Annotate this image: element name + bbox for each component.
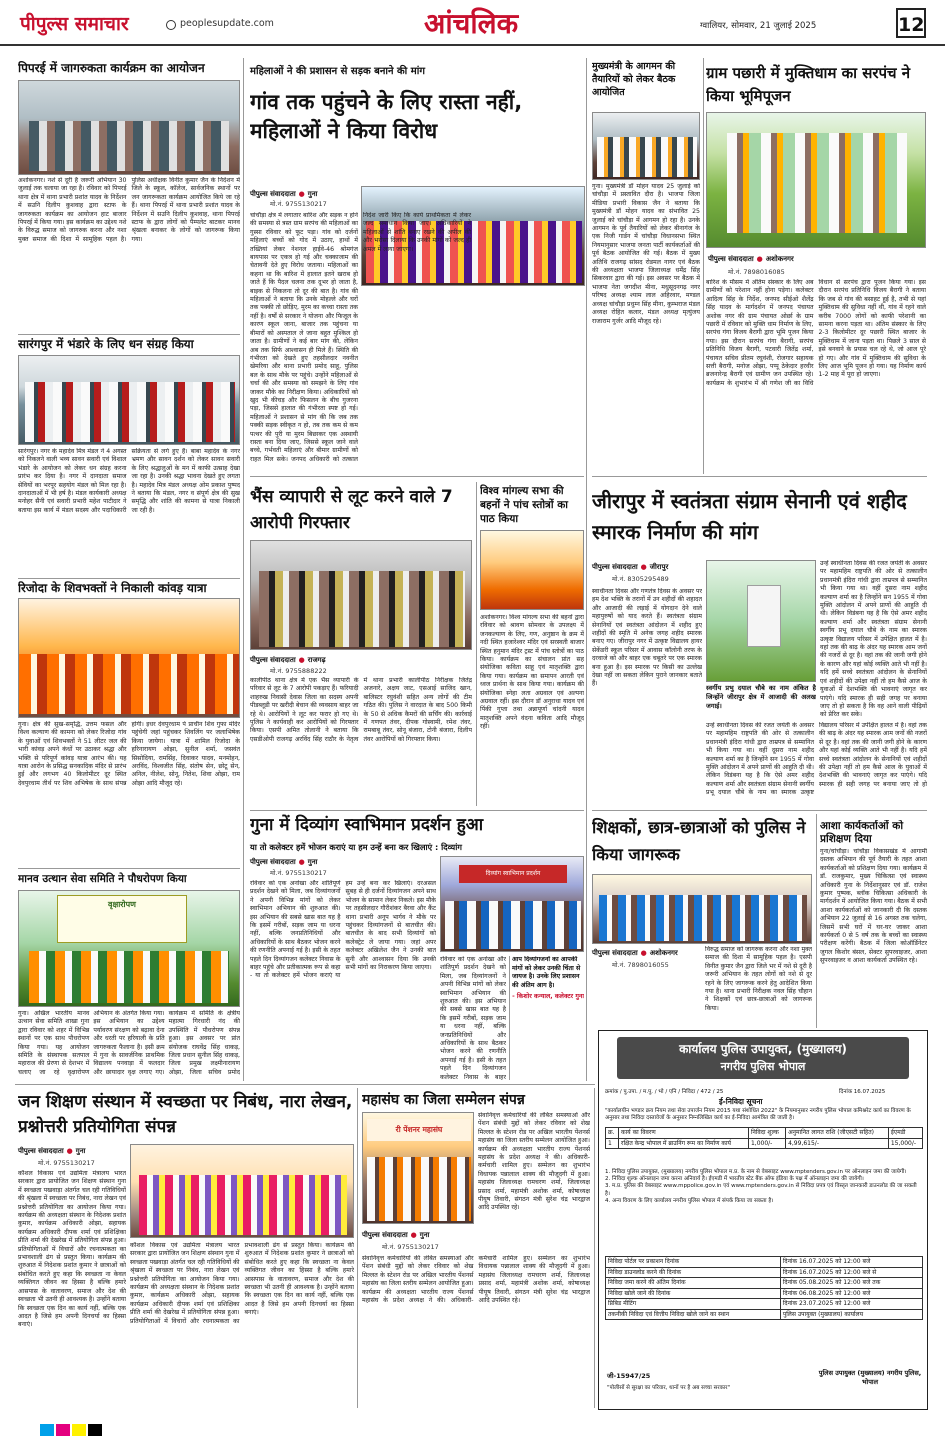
byline [592,946,678,960]
location-icon: ● [640,949,647,957]
note-item: 1. निविदा पुलिस उपायुक्त, (मुख्यालय) नगरीय पुलिस भोपाल म.प्र. के नाम से वेबसाइट www.mptenders.gov.in पर ऑनलाइन जमा की जायेगी। [605,1169,907,1175]
photo-bhoomi-pujan [706,112,926,248]
photo-kanwar-yatra [18,598,240,718]
mobile-number: मो.नं. 7898016055 [612,961,669,969]
ad-schedule [605,1256,923,1320]
table-header: कार्य का विवरण [619,1128,749,1139]
ad-date: दिनांक 16.07.2025 [839,1089,886,1095]
ad-intro: "कार्यालयीन भण्डार क्रय नियम तथा सेवा उपार्जन नियम 2015 यथा संशोधित 2022" के नियमानुसार नगरीय पुलिस भोपाल कमिश्नरेट कार्य का विवरण के अनुसार तथा निविदा दस्तावेजों के अनुसार निम्नलिखित कार्य का ई-निविदा आमंत्रित की जाती है। [605,1108,911,1121]
schedule-value: दिनांक 23.07.2025 को 12:00 बजे [780,1299,922,1310]
story-rule [250,476,584,477]
ad-office-sub: नगरीय पुलिस भोपाल [720,1060,806,1073]
dateline-place: गुना [419,1230,430,1239]
article-body-continued: उन्हें स्वाधीनता दिवस की रजत जयंती के अवसर पर महामहिम राष्ट्रपति की ओर से तत्कालीन प्रधानमंत्री इंदिरा गांधी द्वारा ताम्रपत्र से सम्मानित भी किया गया था। वहीं दूसरा नाम शहीद कल्याण शर्मा का है जिन्होंने सन 1955 में गोवा मुक्ति आंदोलन में अपने प्राणों की आहुति दी थी। लेकिन विडंबना यह है कि ऐसे अमर शहीद कल्याण शर्मा और स्वतंत्रता संग्राम सेनानी स्वर्गीय प्रभू दयाल चौबे के नाम का स्मारक उत्कृष्ट विद्यालय परिसर में उपेक्षित हालत में है। वहां तक की बाढ़ के अंदर यह स्मारक आम जनों की नजरों से दूर है। वहां तक की जानी जगी होने के कारण और यहां कोई व्यक्ति आते भी नहीं है। यदि हमें सच्चे स्वतंत्रता आंदोलन के सेनानियों एवं शहीदों की उपेक्षा नहीं तो हम कैसे आज के युवाओं में देशभक्ति की भावनाएं जागृत कर पाएंगे। यदि स्मारक ही सही जगह पर बनाया जाए तो हो सकता है कि वह आने वाली पीढ़ियों को प्रेरित कर सके। [820,560,927,719]
ad-header [617,1037,909,1079]
article-body: विरुद्ध समाज को जागरुक करना और नशा मुक्त समाज की दिशा में सामूहिक पहल है। एसपी विनीत कुमार जैन द्वारा जिले भर में नशे से दूरी है जरूरी अभियान के तहत लोगों को नशे से दूर रहने के लिए जागरूक करने हेतु आदेशित किया गया है। थाना प्रभारी निरीक्षक नवल सिंह चौहान ने शिक्षकों एवं छात्र-छात्राओं को जागरूक किया। [705,946,812,1012]
photo-caption: स्वर्गीय प्रभु दयाल चौबे का नाम अंकित है जिन्होंने जीरापुर क्षेत्र में आजादी की अलख जगाई। [706,684,816,710]
photo-stotra-recitation [480,530,584,610]
article-body: सारंगपुर। नगर के महादेव मित्र मंडल ने 4 अगस्त को निकलने वाली भव्य सावन सवारी एवं विशाल भंडारे के आयोजन को लेकर धन संग्रह करना प्रारंभ कर दिया है। नगर में दानदाता समाज सेवियों का भरपूर सहयोग मंडल को मिल रहा है। दानदाताओं में भी हर्ष है। मंडल कार्यकारी अध्यक्ष मनोहर सैनी एवं सवारी प्रभारी महेश पाटीदार ने बताया इस कार्य में मंडल सदस्य और पदाधिकारी सक्रियता से लगे हुए हैं। बाबा महादेव के नगर भ्रमण और सावन दर्शन को लेकर सावन सवारी के लिए श्रद्धालुओं के मन में काफी उत्साह देखा जा रहा है। उनकी श्रद्धा भावना देखते हुए लगता है। महादेव मित्र मंडल अध्यक्ष ओम प्रकाश पुष्पद ने बताया कि मंडल, नगर व संपूर्ण क्षेत्र की सुख समृद्धि और शांति की कामना से यात्रा निकाली जा रही है। [18,448,240,514]
ad-office: कार्यालय पुलिस उपायुक्त, (मुख्यालय) [679,1042,847,1056]
ad-notes [605,1169,923,1205]
article-body: रविवार को एक अनोखा और शांतिपूर्ण प्रदर्शन देखने को मिला, जब दिव्यांगजनों ने अपनी विभिन्न मांगों को लेकर स्वाभिमान अभियान की शुरुआत की। इस अभियान की सबसे खास बात यह है कि इसमें गरीबों, सड़क जाम या धरना नहीं, बल्कि जनप्रतिनिधियों और अधिकारियों के साथ बैठकर भोजन करने की रणनीति अपनाई गई है। इसी के तहत पहले दिन दिव्यांगजन कलेक्टर निवास के बाहर पहुंचे और प्रतीकात्मक रूप से कहा - या तो कलेक्टर हमें भोजन कराएं या हम उन्हें बना कर खिलाएं। दरअसल सुबह से ही दर्जनों दिव्यांगजन अपने साथ भोजन के सामान लेकर निकले। इस मौके पर तहसीलदार गौरीशंकर बैरवा और कैंट थाना प्रभारी अनूप भार्गव ने मौके पर पहुंचकर दिव्यांगजनों से बातचीत की। बातचीत के बाद सभी दिव्यांगों को कलेक्ट्रेट ले जाया गया। जहां अपर कलेक्टर अखिलेश जैन ने उनकी बात सुनी और आश्वासन दिया कि उनकी सभी मांगों का निराकरण किया जाएगा। [250,880,436,980]
reporter: पीपुल्स संवाददाता [362,1230,408,1239]
row-rule [15,1084,595,1085]
dateline-place: जीरापुर [649,562,669,571]
quote-attribution: - किशोर कन्याल, कलेक्टर गुना [512,993,584,1000]
headline: शिक्षकों, छात्र-छात्राओं को पुलिस ने किया जागरूक [592,818,806,864]
photo-tree-plantation [18,890,240,1007]
dateline-place: गुना [307,189,318,198]
plantation-banner [57,895,187,943]
note-item: 2. निविदा शुल्क ऑनलाइन जमा करना अनिवार्य है। ईएमडी में भारतीय स्टेट बैंक ऑफ इंडिया के पक्ष में ऑनलाइन जमा की जायेगी। [605,1176,864,1183]
conference-banner [367,1119,471,1141]
schedule-label: तकनीकी निविदा एवं वित्तीय निविदा खोले जाने का स्थान [606,1309,781,1320]
headline: मानव उत्थान सेवा समिति ने पौधरोपण किया [18,873,187,885]
article-body: उन्हें स्वाधीनता दिवस की रजत जयंती के अवसर पर महामहिम राष्ट्रपति की ओर से तत्कालीन प्रधानमंत्री इंदिरा गांधी द्वारा ताम्रपत्र से सम्मानित भी किया गया था। वहीं दूसरा नाम शहीद कल्याण शर्मा का है जिन्होंने सन 1955 में गोवा मुक्ति आंदोलन में अपने प्राणों की आहुति दी थी। लेकिन विडंबना यह है कि ऐसे अमर शहीद कल्याण शर्मा और स्वतंत्रता संग्राम सेनानी स्वर्गीय प्रभू दयाल चौबे के नाम का स्मारक उत्कृष्ट विद्यालय परिसर में उपेक्षित हालत में है। वहां तक की बाढ़ के अंदर यह स्मारक आम जनों की नजरों से दूर है। वहां तक की जानी जगी होने के कारण और यहां कोई व्यक्ति आते भी नहीं है। यदि हमें सच्चे स्वतंत्रता आंदोलन के सेनानियों एवं शहीदों की उपेक्षा नहीं तो हम कैसे आज के युवाओं में देशभक्ति की भावनाएं जागृत कर पाएंगे। यदि स्मारक ही सही जगह पर बनाया जाए तो हो [706,722,927,797]
article-body-continued: रविवार को एक अनोखा और शांतिपूर्ण प्रदर्शन देखने को मिला, जब दिव्यांगजनों ने अपनी विभिन्न मांगों को लेकर स्वाभिमान अभियान की शुरुआत की। इस अभियान की सबसे खास बात यह है कि इसमें गरीबों, सड़क जाम या धरना नहीं, बल्कि जनप्रतिनिधियों और अधिकारियों के साथ बैठकर भोजन करने की रणनीति अपनाई गई है। इसी के तहत पहले दिन दिव्यांगजन कलेक्टर निवास के बाहर [440,956,506,1080]
table-header: क्र. [606,1128,619,1139]
article-body-continued: कौशल विकास एवं उद्यमिता मंत्रालय भारत सरकार द्वारा प्रायोजित जन शिक्षण संस्थान गुना में स्वच्छता पखवाड़ा अंतर्गत चल रही गतिविधियों की श्रृंखला में स्वच्छता पर निबंध, नारा लेखन एवं प्रश्नोत्तरी प्रतियोगिता का आयोजन किया गया। कार्यक्रम की अध्यक्षता संस्थान के निदेशक प्रशांत कुमार, कार्यक्रम अधिकारी ओझा, सहायक कार्यक्रम अधिकारी दीपक शर्मा एवं प्रशिक्षिका प्रीति शर्मा की देखरेख में प्रतियोगिता संपन्न हुआ। प्रतियोगिताओं में विचारों और रचनात्मकता का प्रभावशाली ढंग से प्रस्तुत किया। कार्यक्रम की शुरुआत में निदेशक प्रशांत कुमार ने छात्राओं को संबोधित करते हुए कहा कि स्वच्छता ना केवल व्यक्तिगत जीवन का हिस्सा है बल्कि हमारे आसपास के वातावरण, समाज और देश की स्वच्छता भी उतनी ही आवश्यक है। उन्होंने बताया कि स्वच्छता एक दिन का कार्य नहीं, बल्कि एक आदत है जिसे हम अपनी दिनचर्या का हिस्सा बनाएं। [130,1242,354,1325]
kicker: या तो कलेक्टर हमें भोजन कराएं या हम उन्हें बना कर खिलाएं : दिव्यांग [250,842,462,852]
byline [592,560,668,574]
headline: विश्व मांगल्य सभा की बहनों ने पांच स्तोत्रों का पाठ किया [480,485,569,525]
table-cell: 1 [606,1138,619,1149]
section-title: आंचलिक [424,7,519,40]
dateline-place: गुना [75,1146,86,1155]
schedule-label: निविदा पोर्टल पर प्रकाशन दिनांक [606,1257,781,1268]
tender-advertisement [598,1030,928,1410]
headline: रिजोदा के शिवभक्तों ने निकाली कांवड़ यात्रा [18,581,207,595]
column-rule [509,956,510,1080]
reporter: पीपुल्स संवाददाता [592,562,638,571]
article-body: कौशल विकास एवं उद्यमिता मंत्रालय भारत सरकार द्वारा प्रायोजित जन शिक्षण संस्थान गुना में स्वच्छता पखवाड़ा अंतर्गत चल रही गतिविधियों की श्रृंखला में स्वच्छता पर निबंध, नारा लेखन एवं प्रश्नोत्तरी प्रतियोगिता का आयोजन किया गया। कार्यक्रम की अध्यक्षता संस्थान के निदेशक प्रशांत कुमार, कार्यक्रम अधिकारी ओझा, सहायक कार्यक्रम अधिकारी दीपक शर्मा एवं प्रशिक्षिका प्रीति शर्मा की देखरेख में प्रतियोगिता संपन्न हुआ। प्रतियोगिताओं में विचारों और रचनात्मकता का प्रभावशाली ढंग से प्रस्तुत किया। कार्यक्रम की शुरुआत में निदेशक प्रशांत कुमार ने छात्राओं को संबोधित करते हुए कहा कि स्वच्छता ना केवल व्यक्तिगत जीवन का हिस्सा है बल्कि हमारे आसपास के वातावरण, समाज और देश की स्वच्छता भी उतनी ही आवश्यक है। उन्होंने बताया कि स्वच्छता एक दिन का कार्य नहीं, बल्कि एक आदत है जिसे हम अपनी दिनचर्या का हिस्सा बनाएं। [18,1170,126,1329]
banner-text: वृक्षारोपण [108,900,136,909]
dateline: ग्वालियर, सोमवार, 21 जुलाई 2025 [700,21,817,31]
location-icon: ● [66,1147,73,1155]
column-rule [816,814,817,1028]
brand-logo: पीपुल्स समाचार [20,13,129,35]
headline: गुना में दिव्यांग स्वाभिमान प्रदर्शन हुआ [250,815,484,835]
article-body: बारिश के मौसम में अंतिम संस्कार के लिए अब ग्रामीणों को परेशान नहीं होना पड़ेगा। कलेक्टर आदित्य सिंह के निर्देश, जनपद सीईओ शैलेंद्र सिंह यादव के मार्गदर्शन में जनपद पंचायत अशोक नगर की ग्राम पंचायत ओर्छा के ग्राम पछारी में रविवार को मुक्ति धाम निर्माण के लिए, सरपंच गंगा विजय बैरागी द्वारा भूमि पूजन किया गया। इस दौरान सरपंच गंगा बैरागी, सरपंच प्रतिनिधि विजय बैरागी, पटवारी जितेंद्र शर्मा, पंचायत सचिव प्रीतम रघुवंशी, रोजगार सहायक सत्ती बैरागी, मनोज ओझा, पप्पू ठेकेदार हरवीर ब्रजनारेन्द्र बैरागी एवं ग्रामीण जन उपस्थित रहे। कार्यक्रम के शुभारंभ में श्री गणेश जी का विधि विधान से सरपंच द्वारा पूजन किया गया। इस दौरान सरपंच प्रतिनिधि विजय बैरागी ने बताया कि जब से गांव की बसाहट हुई है, तभी से यहां मुक्तिधाम की सुविधा नहीं थी, गांव में रहने वाले करीब 7000 लोगों को काफी परेशानी का सामना करना पड़ता था। अंतिम संस्कार के लिए 2-3 किलोमीटर दूर पछारी स्थित बाजार के मुक्तिधाम में जाना पड़ता था। पिछले 3 साल से इसे बनवाने के प्रयास चल रहे थे, जो आज पूरे हो गए। और गांव में मुक्तिधाम की सुविधा के लिए आज भूमि पूजन हो गया। यह निर्माण कार्य 1-2 माह में पूरा हो जाएगा। [706,279,926,387]
article-body: चांचौड़ा क्षेत्र में लगातार बारिश और सड़क न होने की समस्या से त्रस्त ग्राम सरपंच की महिलाओं का गुस्सा रविवार को फूट पड़ा। गांव को दर्जनों महिलाएं बच्चों को गोद में उठाए, हाथों में तख्तियां लेकर नेशनल हाईवे-46 श्रोमगंज बायपास पर एकत्र हो गई और चक्काजाम की चेतावनी देते हुए विरोध जताया। महिलाओं का कहना था कि बारिश में हालात इतने खराब हो जाते हैं कि पैदल चलना तक दूभर हो जाता है, बाइक से निकलना तो दूर की बात है। गांव की महिलाओं ने बताया कि उनके मोहल्ले और घरों तक पक्की तो छोड़िए, मुरम का कच्चा रास्ता तक नहीं है। वर्षों से सरकार ने योजना और फिजूल के कारण स्कूल जाना, बाजार तक पहुंचना या बीमारों को अस्पताल ले जाना बहुत मुश्किल हो जाता है। ग्रामीणों ने कई बार मांग की, लेकिन अब तक सिर्फ आश्वासन ही मिले हैं। स्थिति की गंभीरता को देखते हुए तहसीलदार नवनीत खेमरिया और थाना प्रभारी प्रमोद साहू, पुलिस बल के साथ मौके पर पहुंचे। उन्होंने महिलाओं से चर्चा की और समस्या को समझने के लिए गांव जाकर मौके का निरीक्षण किया। अधिकारियों को खुद भी कीचड़ और फिसलन के बीच गुजरना पड़ा, जिससे हालात की गंभीरता स्पष्ट हो गई। महिलाओं ने प्रशासन से मांग की कि जब तक पक्की सड़क स्वीकृत न हो, तब तक कम से कम पत्थर की पुरी या मुरम बिछाकर एक अस्थायी रास्ता बना दिया जाए, जिससे स्कूल जाने वाले बच्चे, गर्भवती महिलाएं और बीमार ग्रामीणों को राहत मिल सके। जनपद अधिकारी को तत्काल निर्देश जारी किए कि कार्य प्राथमिकता में लेकर जल्द समाधान किया जाए। अधिकारियों ने महिलाओं से शांति बनाए रखने की अपील की और भरोसा दिलाया कि उनकी मांगों को जल्द ही अमल में लाया जाएगा। [250,212,471,463]
article-body: गुना/चांचौड़ा। चांचौड़ा विकासखंड में आगामी दस्तक अभियान की पूर्व तैयारी के तहत आशा कार्यकर्ताओं को प्रशिक्षण दिया गया। कार्यक्रम में डॉ. राजकुमार, मुख्य चिकित्सा एवं स्वास्थ्य अधिकारी गुना के निर्देशानुसार एवं डॉ. राजेश कुमार पुष्पक, ब्लॉक चिकित्सा अधिकारी के मार्गदर्शन में आयोजित किया गया। बैठक में सभी आशा कार्यकर्ताओं को जानकारी दी कि दस्तक अभियान 22 जुलाई से 16 अगस्त तक चलेगा, जिसमें सभी घरों में घर-घर जाकर आशा कार्यकर्ता 0 से 5 वर्ष तक के बच्चों का स्वास्थ्य परीक्षण करेंगी। बैठक में जिला कोऑर्डिनेटर जुगल किशोर बंसल, सेक्टर सुपरवाइजर, आशा सुपरवाइजर व आशा कार्यकर्ता उपस्थित रहे। [820,848,927,965]
mobile-number: मो.नं. 7898016085 [728,268,785,276]
print-color-bar [0,1424,945,1438]
site-url[interactable]: peoplesupdate.com [180,18,274,29]
photo-essay-competition [130,1144,354,1238]
note-item: 3. म.प्र. पुलिस की वेबसाइट www.mppolice.gov.in एवं www.mptenders.gov.in से निविदा प्रपत्र एवं विस्तृत जानकारी डाउनलोड की जा सकती है। [605,1183,917,1197]
article-body: गुना। मुख्यमंत्री डॉ मोहन यादव 25 जुलाई को चांचौड़ा में प्रस्तावित दौरा है। भाजपा जिला मीडिया प्रभारी विकास जैन ने बताया कि मुख्यमंत्री डॉ मोहन यादव का संभावित 25 जुलाई को चांचौड़ा में आगमन हो रहा है। उनके आगमन के पूर्व तैयारियों को लेकर बीनागंज के एक निजी गार्डन में चांचौड़ा विधानसभा स्थित नियमानुसार भाजपा जनता पार्टी कार्यकर्ताओं की पूर्व बैठक आयोजित की गई। बैठक में मुख्य अतिथि राजगढ़ सांसद रोडमल नागर एवं बैठक की अध्यक्षता भाजपा जिलाध्यक्ष धर्मेंद्र सिंह सिकरवार द्वारा की गई। इस अवसर पर बैठक में भाजपा नेता जगदीश मीना, मधुसूदनगढ़ नगर परिषद अध्यक्ष श्याम लाल अहिरवार, मण्डल अध्यक्ष चांचौड़ा प्रधुम्न सिंह मीना, कुम्भराज मंडल अध्यक्ष रोहित कलार, मंडल अध्यक्ष मृत्युंजय राजाराम गुर्जर आदि मौजूद रहे। [592,183,700,325]
photo-divyang-protest [440,856,584,952]
dateline-place: गुना [307,857,318,866]
table-cell: 1,000/- [748,1138,785,1149]
article-body: सेवानिवृत्त कर्मचारियों की लंबित समस्याओं और पेंशन संबंधी मुद्दों को लेकर रविवार को शेख मिल्लत के स्टेशन रोड पर अखिल भारतीय पेंशनर्स महासंघ का जिला स्तरीय सम्मेलन आयोजित हुआ। कार्यक्रम की अध्यक्षता भारतीय राज्य पेंशनर्स महासंघ के प्रदेश अध्यक्ष ने की। अधिकारी-कर्मचारी शामिल हुए। सम्मेलन का शुभारंभ विधायक पन्नालाल शाक्य की मौजूदगी में हुआ। महासंघ जिलाध्यक्ष रामचरण शर्मा, जिलाध्यक्ष प्रसाद शर्मा, महामंत्री अशोक शर्मा, कोषाध्यक्ष पीयूष तिवारी, संगठन मंत्री सुरेश चंद्र भारद्वाज आदि उपस्थित रहे। [478,1112,590,1212]
globe-icon [166,20,176,30]
banner-text: दिव्यांग स्वाभिमान प्रदर्शन [485,870,541,877]
dateline-place: अशोकनगर [649,948,678,957]
story-rule [18,578,240,579]
table-header: अनुमानित लागत राशि (जीएसटी सहित) [786,1128,889,1139]
table-cell: 15,000/- [888,1138,922,1149]
headline: पिपरई में जागरुकता कार्यक्रम का आयोजन [18,61,205,75]
ad-code: जी-15947/25 [607,1372,651,1380]
article-body: अशोकनगर। नशे से दूरी है जरूरी अभियान 30 जुलाई तक चलाया जा रहा है। रविवार को पिपरई थाना क्षेत्र में थाना प्रभारी प्रशांत यादव के निर्देशन में सउनि दिलीप कुशवाह द्वारा स्टाफ के जागरुकता कार्यक्रम का आयोजन हाट बाजार पिपरई में किया गया। इस कार्यक्रम का उद्देश्य नशे के विरुद्ध समाज को जागरुक करना और नशा मुक्त समाज की दिशा में सामूहिक पहल है। पुलिस अधीक्षक विनीत कुमार जैन के निर्देशन में जिले के स्कूल, कॉलेज, सार्वजनिक स्थानों पर जन जागरूकता कार्यक्रम आयोजित किये जा रहे हैं। थाना पिपरई में थाना प्रभारी प्रशांत यादव के निर्देशन में सउनि दिलीप कुशवाह, थाना पिपरई स्टाफ के द्वारा लोगों को पैम्पलेट बाटकर मानव श्रृंखला बनाकर के लोगों को जागरूक किया गया। [18,177,240,243]
photo-school-awareness [592,874,812,944]
location-icon: ● [298,190,305,198]
kicker: महिलाओं ने की प्रशासन से सड़क बनाने की मांग [250,66,425,77]
dateline-place: राजगढ़ [307,655,326,664]
masthead [0,0,945,46]
story-rule [18,334,240,335]
story-rule [250,810,584,811]
reporter: पीपुल्स संवाददाता [250,655,296,664]
note-item: 4. अन्य विवरण के लिए कार्यालय नगरीय पुलिस भोपाल में संपर्क किया जा सकता है। [605,1197,774,1204]
schedule-value: दिनांक 05.08.2025 को 12:00 बजे तक [780,1278,922,1289]
photo-memorial-stone [706,560,816,682]
photo-awareness-rally [18,80,240,175]
column-rule [357,1088,358,1408]
mobile-number: मो.नं. 9755130217 [270,869,327,877]
location-icon: ● [756,255,763,263]
story-rule [592,476,927,477]
ad-slogan: "पोलीसों से सुरक्षा का परिवार, थानों पर है अब सच्चा सरकार" [607,1385,730,1391]
table-header: ईएमडी [888,1128,922,1139]
column-rule [476,482,477,806]
table-header: निविदा शुल्क [748,1128,785,1139]
photo-arrested-accused [250,540,472,650]
article-body: गुना। क्षेत्र की सुख-समृद्धि, उत्तम फसल और विश्व कल्याण की कामना को लेकर रिजोदा गांव के युवाओं एवं शिवभक्तों ने 51 लीटर जल की भारी कांवड़ अपने कंधों पर उठाकर श्रद्धा और भक्ति से परिपूर्ण कांवड़ यात्रा आरंभ की। यह यात्रा आरोन के प्रसिद्ध सनकादिक मंदिर से प्रारंभ हुई और लगभग 40 किलोमीटर दूर स्थित देवपुरधाम तीर्थ पर शिव अभिषेक के साथ संपन्न होगी। इधर देवपुरधाम पे प्राचीन शिव गुफा मंदिर पहुंचेगी जहां पहुंचकर शिवलिंग पर जलाभिषेक किया जायेगा। यात्रा में शामिल रिजोदा के हरिनारायण ओझा, सुनील शर्मा, जसवंत सिसोदिया, रामसिंह, दिवाकर यादव, मनमोहन, अरविंद, विश्वजीत सिंह, संतोष सेन, छोटू सेन, अनिल, नीलेश, सोनू, नितेश, शिवा ओझा, राम ओझा आदि मौजूद रहे। [18,721,240,787]
schedule-value: दिनांक 06.08.2025 को 12:00 बजे [780,1288,922,1299]
headline: सारंगपुर में भंडारे के लिए धन संग्रह किया [18,337,194,351]
byline [250,653,326,667]
protest-banner [459,865,567,883]
ad-subtitle: ई-निविदा सूचना [719,1097,763,1106]
photo-cm-meeting [592,112,700,180]
column-rule [243,58,244,1081]
table-cell: रक्षित केन्द्र भोपाल में ब्राउनिंग रूम का निर्माण कार्य [619,1138,749,1149]
story-rule [18,868,240,869]
reporter: पीपुल्स संवाददाता [250,189,296,198]
byline [362,1228,429,1242]
byline [18,1144,85,1158]
column-rule [594,1088,595,1408]
schedule-label: प्रिबिड मीटिंग [606,1299,781,1310]
column-rule [703,58,704,474]
headline: जीरापुर में स्वतंत्रता संग्राम सेनानी एवं शहीद स्मारक निर्माण की मांग [592,489,907,544]
schedule-label: निविदा खोले जाने की दिनांक [606,1288,781,1299]
mobile-number: मो.नं. 8305295489 [612,575,669,583]
reporter: पीपुल्स संवाददाता [708,254,754,263]
ad-signature: पुलिस उपायुक्त (मुख्यालय) नगरीय पुलिस, भोपाल [818,1369,922,1386]
mobile-number: मो.नं. 9755130217 [270,200,327,208]
location-icon: ● [640,563,647,571]
headline: मुख्यमंत्री के आगमन की तैयारियों को लेकर बैठक आयोजित [592,61,676,98]
headline: आशा कार्यकर्ताओं को प्रशिक्षण दिया [820,820,904,845]
schedule-value: पुलिस उपायुक्त (मुख्यालय) कार्यालय [780,1309,922,1320]
article-body: स्वाधीनता दिवस और गणतंत्र दिवस के अवसर पर हम देश भक्ति के तरानों में उन शहीदों की शहादत और आजादी की लड़ाई में योगदान देने वाले महापुरुषों को याद करते हैं। स्वतंत्रता संग्राम सेनानियों एवं स्वतंत्रता आंदोलन में शहीद हुए शहीदों की स्मृति में अनेक जगह शहीद स्मारक बनाए गए। जीरापुर नगर में उत्कृष्ट विद्यालय हायर सेकेंडरी स्कूल परिसर में आवास काॅलोनी तरफ के दरवाजे को और बाहर एक चबूतरे पर एक स्मारक बना हुआ है। इस स्मारक पर किसी का उल्लेख देखा नहीं जा सकता लेकिन पुराने जानकार बताते हैं। [592,588,702,688]
page-number: 12 [896,8,926,38]
headline: गांव तक पहुंचने के लिए रास्ता नहीं, महिलाओं ने किया विरोध [250,90,523,143]
reporter: पीपुल्स संवाददाता [250,857,296,866]
article-body-continued: सेवानिवृत्त कर्मचारियों की लंबित समस्याओं और पेंशन संबंधी मुद्दों को लेकर रविवार को शेख मिल्लत के स्टेशन रोड पर अखिल भारतीय पेंशनर्स महासंघ का जिला स्तरीय सम्मेलन आयोजित हुआ। कार्यक्रम की अध्यक्षता भारतीय राज्य पेंशनर्स महासंघ के प्रदेश अध्यक्ष ने की। अधिकारी-कर्मचारी शामिल हुए। सम्मेलन का शुभारंभ विधायक पन्नालाल शाक्य की मौजूदगी में हुआ। महासंघ जिलाध्यक्ष रामचरण शर्मा, जिलाध्यक्ष प्रसाद शर्मा, महामंत्री अशोक शर्मा, कोषाध्यक्ष पीयूष तिवारी, संगठन मंत्री सुरेश चंद्र भारद्वाज आदि उपस्थित रहे। [362,1255,590,1305]
mobile-number: मो.नं. 9755130217 [38,1159,95,1167]
location-icon: ● [298,858,305,866]
photo-donation-group [18,355,240,445]
byline [708,252,794,266]
schedule-value: दिनांक 16.07.2025 को 12:00 बजे से [780,1267,922,1278]
headline: भैंस व्यापारी से लूट करने वाले 7 आरोपी गिरफ्तार [250,487,453,533]
reporter: पीपुल्स संवाददाता [592,948,638,957]
schedule-label: निविदा डाउनलोड करने की दिनांक [606,1267,781,1278]
article-body: अशोकनगर। विश्व मांगल्य सभा की बहनों द्वारा रविवार को श्रावण सोमवार के उपलक्ष्य में जनकल्याण के लिए, गण, अनुष्ठान के क्रम में नदी स्थित हजारेश्वर मंदिर एवं सरस्वती बाजार स्थित हनुमान मंदिर ट्रस्ट में पांच स्तोत्रों का पाठ किया। कार्यक्रम का संचालन प्रांत सह संयोजिका कविता साहू एवं मातृशक्ति द्वारा किया गया। कार्यक्रम का समापन आरती एवं ध्वज प्रार्थना के साथ किया गया। कार्यक्रम की संयोजिका स्नेहा लता अग्रवाल एवं अल्पना अग्रवाल रहीं। इस दौरान डॉ अनुराधा यादव एवं पिंकी गुप्ता तथा अन्नापूर्णा चांदनी यादव मातृशक्ति अपने वंदना कविता आदि मौजूद रहीं। [480,614,584,731]
banner-text: री पेंशनर महासंघ [395,1125,443,1134]
ad-work-table [605,1127,923,1149]
photo-pensioner-conference [362,1112,474,1224]
story-rule [592,810,927,811]
pull-quote [512,956,584,1080]
mobile-number: मो.नं. 9755130217 [382,1243,439,1251]
location-icon: ● [410,1231,417,1239]
schedule-label: निविदा जमा करने की अंतिम दिनांक [606,1278,781,1289]
ad-ref: क्रमांक / पु.उपा. / म.पु. / भो / एनि / निविदा / 472 / 25 [605,1089,724,1095]
article-body: कालीपीठ थाना क्षेत्र में एक भैंस व्यापारी के परिवार से लूट के 7 आरोपी पकड़ाए हैं। फरियादी शाहरुख निवासी देवास जिला का सदस्य अपनी पीडब्लूडी पर खरीदी बेचान की व्यवसाय बाहर जा रहे थे। आरोपियों ने लूट कर फरार हो गए थे। पुलिस ने कार्यवाही कर आरोपियों को गिरफ्तार किया। एसपी अमित तोलानी ने बताया कि एसडीओपी राजगढ़ अरविंद सिंह राठौर के नेतृत्व में थाना प्रभारी कालीपीठ निरीक्षक जितेंद्र अजनारे, अक्षय जाट, एसआई साजिद खान, बालिस्टर रघुवंशी सहित अन्य लोगों की टीम गठित की। पुलिस ने वारदात के बाद 500 किमी के 50 से अधिक कैमरों की सर्चिंग की। कार्रवाई में गणपत तंवर, दीपक गोस्वामी, रमेश तंवर, रामबाबू तंवर, सोनू बंजारा, टोनी बंजारा, दिलीप तंवर आरोपियों को गिरफ्तार किया। [250,677,472,743]
column-rule [586,58,587,1081]
dateline-place: अशोकनगर [765,254,794,263]
reporter: पीपुल्स संवाददाता [18,1146,64,1155]
headline: महासंघ का जिला सम्मेलन संपन्न [362,1092,525,1108]
headline: ग्राम पछारी में मुक्तिधाम का सरपंच ने किया भूमिपूजन [706,64,911,105]
quote-text: आप दिव्यांगजनों का आपकी मांगों को लेकर उनकी चिंता से जायज है। उनके लिए प्रशासन की अंतिम आग है। [512,956,581,989]
table-cell: 4,99,615/- [786,1138,889,1149]
mobile-number: मो.नं. 9755888222 [270,667,327,675]
headline: जन शिक्षण संस्थान में स्वच्छता पर निबंध, नारा लेखन, प्रश्नोत्तरी प्रतियोगिता संपन्न [18,1092,353,1137]
schedule-value: दिनांक 16.07.2025 को 12:00 बजे [780,1257,922,1268]
article-body: गुना। अखिल भारतीय मानव उत्थान सेवा समिति शाखा गुना द्वारा रविवार को शहर में विभिन्न स्थानों पर एक साथ पौधरोपण किया गया। यह आयोजन समिति के संस्थापक सतपाल महाराज की प्रेरणा से देशभर में चलाए जा रहे वृक्षारोपण अभियान के अंतर्गत किया गया। इस अभियान का उद्देश्य पर्यावरण संरक्षण को बढ़ावा देना और धरती पर हरियाली के प्रति जागरुकता फैलाना है। इसी क्रम में गुना के सावर्जनिक प्राथमिक विद्यालय पनवाड़ा में फलदार और छायादार वृक्ष लगाए गए। कार्यक्रम में समिति के क्षेत्रीय महात्मा गिरधारी नंद की उपस्थिति में पौधरोपण संपन्न हुआ। इस अवसर पर प्रांत संयोजक राघवेंद्र सिंह धाकड़, जिला प्रधान सुनील सिंह धाकड़, जिला प्रमुख लक्ष्मीनारायण ओझा, जिला सचिव प्रमोद [18,1010,240,1076]
byline [250,855,317,869]
location-icon: ● [298,656,305,664]
